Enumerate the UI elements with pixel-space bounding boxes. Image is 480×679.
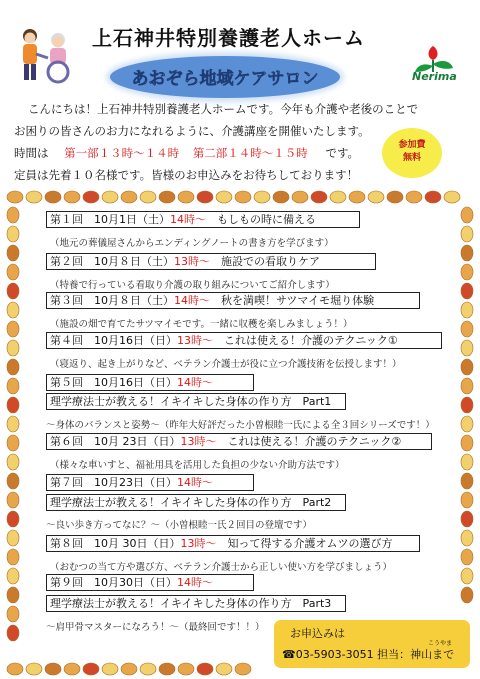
session-8-note: （おむつの当て方や選び方、ベテラン介護士から正しい使い方を学びましょう） — [50, 562, 393, 573]
contact-label: お申込みは — [290, 627, 345, 640]
cookie-decoration — [7, 530, 19, 546]
cookie-decoration — [461, 378, 473, 394]
cookie-decoration — [178, 663, 194, 675]
badge-line-1: 参加費 — [398, 140, 426, 150]
session-date: 10月30日（日） — [94, 576, 177, 589]
badge-line-2: 無料 — [402, 153, 421, 163]
page-subtitle: あおぞら地域ケアサロン — [131, 69, 319, 89]
session-title: 秋を満喫！サツマイモ堀り体験 — [221, 294, 375, 307]
cookie-decoration — [311, 191, 327, 203]
cookie-decoration — [425, 191, 441, 203]
session-4-note: （寝返り、起き上がりなど、ベテラン介護士が役に立つ介護技術を伝授します！） — [50, 359, 402, 370]
cookie-decoration — [461, 492, 473, 508]
cookie-decoration — [197, 191, 213, 203]
session-time: 13時～ — [177, 334, 213, 347]
session-time: 14時～ — [177, 376, 213, 389]
cookie-decoration — [64, 191, 80, 203]
intro-line-4: 定員は先着１０名様です。皆様のお申込みをお待ちしております！ — [14, 168, 359, 182]
session-title: 施設での看取りケア — [221, 255, 320, 268]
session-1-note: （地元の葬儀屋さんからエンディングノートの書き方を学びます） — [50, 238, 334, 249]
session-time: 13時～ — [180, 435, 217, 448]
cookie-decoration — [7, 606, 19, 622]
cookie-decoration — [7, 378, 19, 394]
session-5-note: ～身体のバランスと姿勢～（昨年大好評だった小曽根睦一氏による全３回シリーズです！） — [46, 420, 435, 431]
cookie-decoration — [461, 587, 473, 603]
session-time: 14時～ — [174, 294, 210, 307]
session-date: 10月16日（日） — [94, 334, 177, 347]
session-number: 第３回 — [50, 294, 83, 307]
cookie-decoration — [7, 568, 19, 584]
cookie-decoration — [7, 435, 19, 451]
session-title: これは使える！介護のテクニック② — [227, 435, 402, 448]
cookie-decoration — [7, 226, 19, 242]
session-6-heading — [46, 433, 432, 450]
session-2-heading — [46, 253, 376, 270]
intro-line-2: お困りの皆さんのお力になれるように、介護講座を開催いたします。 — [14, 124, 370, 138]
session-date: 10月16日（日） — [94, 376, 177, 389]
session-7-title: 理学療法士が教える！イキイキした身体の作り方 Part2 — [46, 494, 346, 511]
cookie-decoration — [461, 340, 473, 356]
time-suffix: です。 — [325, 146, 360, 160]
cookie-decoration — [461, 473, 473, 489]
cookie-decoration — [235, 663, 251, 675]
time-label: 時間は — [14, 146, 49, 160]
session-title: 知って得する介護オムツの選び方 — [227, 537, 393, 550]
session-3-note: （施設の畑で育てたサツマイモです。一緒に収穫を楽しみましょう！） — [50, 319, 353, 330]
cookie-decoration — [7, 397, 19, 413]
session-time: 14時～ — [177, 476, 213, 489]
cookie-decoration — [7, 416, 19, 432]
cookie-decoration — [461, 511, 473, 527]
cookie-decoration — [461, 530, 473, 546]
cookie-decoration — [7, 207, 19, 223]
session-date: 10月1日（土） — [94, 213, 170, 226]
session-date: 10月23日（日） — [94, 476, 177, 489]
cookie-decoration — [461, 454, 473, 470]
time-part-2: 第二部１４時～１５時 — [192, 146, 308, 160]
cookie-decoration — [461, 435, 473, 451]
cookie-decoration — [330, 191, 346, 203]
session-number: 第４回 — [50, 334, 83, 347]
cookie-decoration — [102, 191, 118, 203]
contact-ruby: こうやま — [428, 640, 453, 647]
cookie-decoration — [121, 191, 137, 203]
cookie-decoration — [273, 191, 289, 203]
cookie-decoration — [406, 191, 422, 203]
cookie-decoration — [26, 191, 42, 203]
session-7-heading — [46, 474, 254, 491]
session-3-heading — [46, 292, 420, 309]
cookie-decoration — [7, 473, 19, 489]
cookie-decoration — [254, 191, 270, 203]
cookie-decoration — [461, 302, 473, 318]
contact-detail — [282, 646, 454, 662]
cookie-decoration — [7, 454, 19, 470]
session-date: 10月 30日（日） — [94, 537, 181, 550]
session-title: もしもの時に備える — [217, 213, 316, 226]
cookie-decoration — [461, 568, 473, 584]
cookie-decoration — [7, 492, 19, 508]
session-number: 第５回 — [50, 376, 83, 389]
contact-person: 担当：神山まで — [377, 648, 455, 661]
cookie-decoration — [45, 663, 61, 675]
session-9-title: 理学療法士が教える！イキイキした身体の作り方 Part3 — [46, 595, 346, 612]
session-time: 14時～ — [170, 213, 206, 226]
logo-text: Nerima — [412, 70, 457, 83]
cookie-border-right — [458, 206, 476, 660]
cookie-decoration — [461, 207, 473, 223]
cookie-decoration — [387, 191, 403, 203]
cookie-decoration — [292, 191, 308, 203]
cookie-decoration — [83, 663, 99, 675]
session-1-heading — [46, 211, 360, 228]
cookie-decoration — [140, 191, 156, 203]
session-date: 10月８日（土） — [94, 255, 174, 268]
cookie-decoration — [216, 663, 232, 675]
cookie-decoration — [461, 416, 473, 432]
cookie-decoration — [121, 663, 137, 675]
cookie-decoration — [45, 191, 61, 203]
cookie-decoration — [368, 191, 384, 203]
cookie-decoration — [7, 587, 19, 603]
intro-line-1: こんにちは！上石神井特別養護老人ホームです。今年も介護や老後のことで — [28, 102, 419, 116]
cookie-decoration — [102, 663, 118, 675]
cookie-decoration — [7, 302, 19, 318]
cookie-decoration — [159, 191, 175, 203]
cookie-decoration — [7, 264, 19, 280]
session-9-heading — [46, 574, 254, 591]
cookie-decoration — [178, 191, 194, 203]
cookie-decoration — [83, 191, 99, 203]
intro-time-line — [14, 145, 359, 161]
cookie-decoration — [461, 283, 473, 299]
cookie-decoration — [7, 511, 19, 527]
cookie-decoration — [461, 549, 473, 565]
session-date: 10月 23日（日） — [94, 435, 181, 448]
caregiver-wheelchair-illustration — [14, 26, 80, 84]
cookie-decoration — [26, 663, 42, 675]
session-number: 第２回 — [50, 255, 83, 268]
session-time: 14時～ — [177, 576, 213, 589]
cookie-decoration — [7, 321, 19, 337]
cookie-decoration — [140, 663, 156, 675]
time-part-1: 第一部１３時～１４時 — [64, 146, 180, 160]
session-6-note: （様々な車いすと、福祉用具を活用した負担の少ない介助方法です） — [50, 460, 345, 471]
cookie-decoration — [159, 663, 175, 675]
cookie-decoration — [461, 245, 473, 261]
session-date: 10月８日（土） — [94, 294, 174, 307]
cookie-border-left — [4, 206, 22, 660]
cookie-border-top — [6, 188, 474, 206]
cookie-decoration — [235, 191, 251, 203]
session-number: 第９回 — [50, 576, 83, 589]
contact-phone[interactable]: ☎03-5903-3051 — [282, 648, 374, 661]
session-title: これは使える！介護のテクニック① — [224, 334, 398, 347]
cookie-decoration — [7, 549, 19, 565]
cookie-decoration — [7, 625, 19, 641]
session-number: 第６回 — [50, 435, 83, 448]
cookie-decoration — [349, 191, 365, 203]
cookie-decoration — [197, 663, 213, 675]
session-2-note: （特養で行っている看取り介護の取り組みについてご紹介します） — [50, 280, 335, 291]
cookie-decoration — [461, 397, 473, 413]
cookie-decoration — [7, 245, 19, 261]
page-title: 上石神井特別養護老人ホーム — [92, 26, 365, 50]
cookie-decoration — [7, 191, 23, 203]
session-5-title: 理学療法士が教える！イキイキした身体の作り方 Part1 — [46, 393, 346, 410]
session-4-heading — [46, 332, 442, 349]
session-time: 13時～ — [174, 255, 210, 268]
cookie-decoration — [7, 340, 19, 356]
session-number: 第８回 — [50, 537, 83, 550]
session-8-heading — [46, 535, 420, 552]
session-number: 第１回 — [50, 213, 83, 226]
free-admission-badge — [382, 128, 442, 178]
session-number: 第７回 — [50, 476, 83, 489]
session-9-note: ～肩甲骨マスターになろう！～（最終回です！！） — [46, 622, 265, 633]
session-time: 13時～ — [180, 537, 217, 550]
cookie-decoration — [7, 283, 19, 299]
cookie-decoration — [461, 321, 473, 337]
session-7-note: ～良い歩き方ってなに？～（小曽根睦一氏２回目の登壇です） — [46, 520, 313, 531]
cookie-decoration — [7, 663, 23, 675]
session-5-heading — [46, 374, 254, 391]
cookie-decoration — [7, 359, 19, 375]
cookie-decoration — [461, 226, 473, 242]
cookie-decoration — [64, 663, 80, 675]
cookie-decoration — [444, 191, 460, 203]
cookie-decoration — [216, 191, 232, 203]
cookie-decoration — [461, 359, 473, 375]
cookie-decoration — [461, 264, 473, 280]
